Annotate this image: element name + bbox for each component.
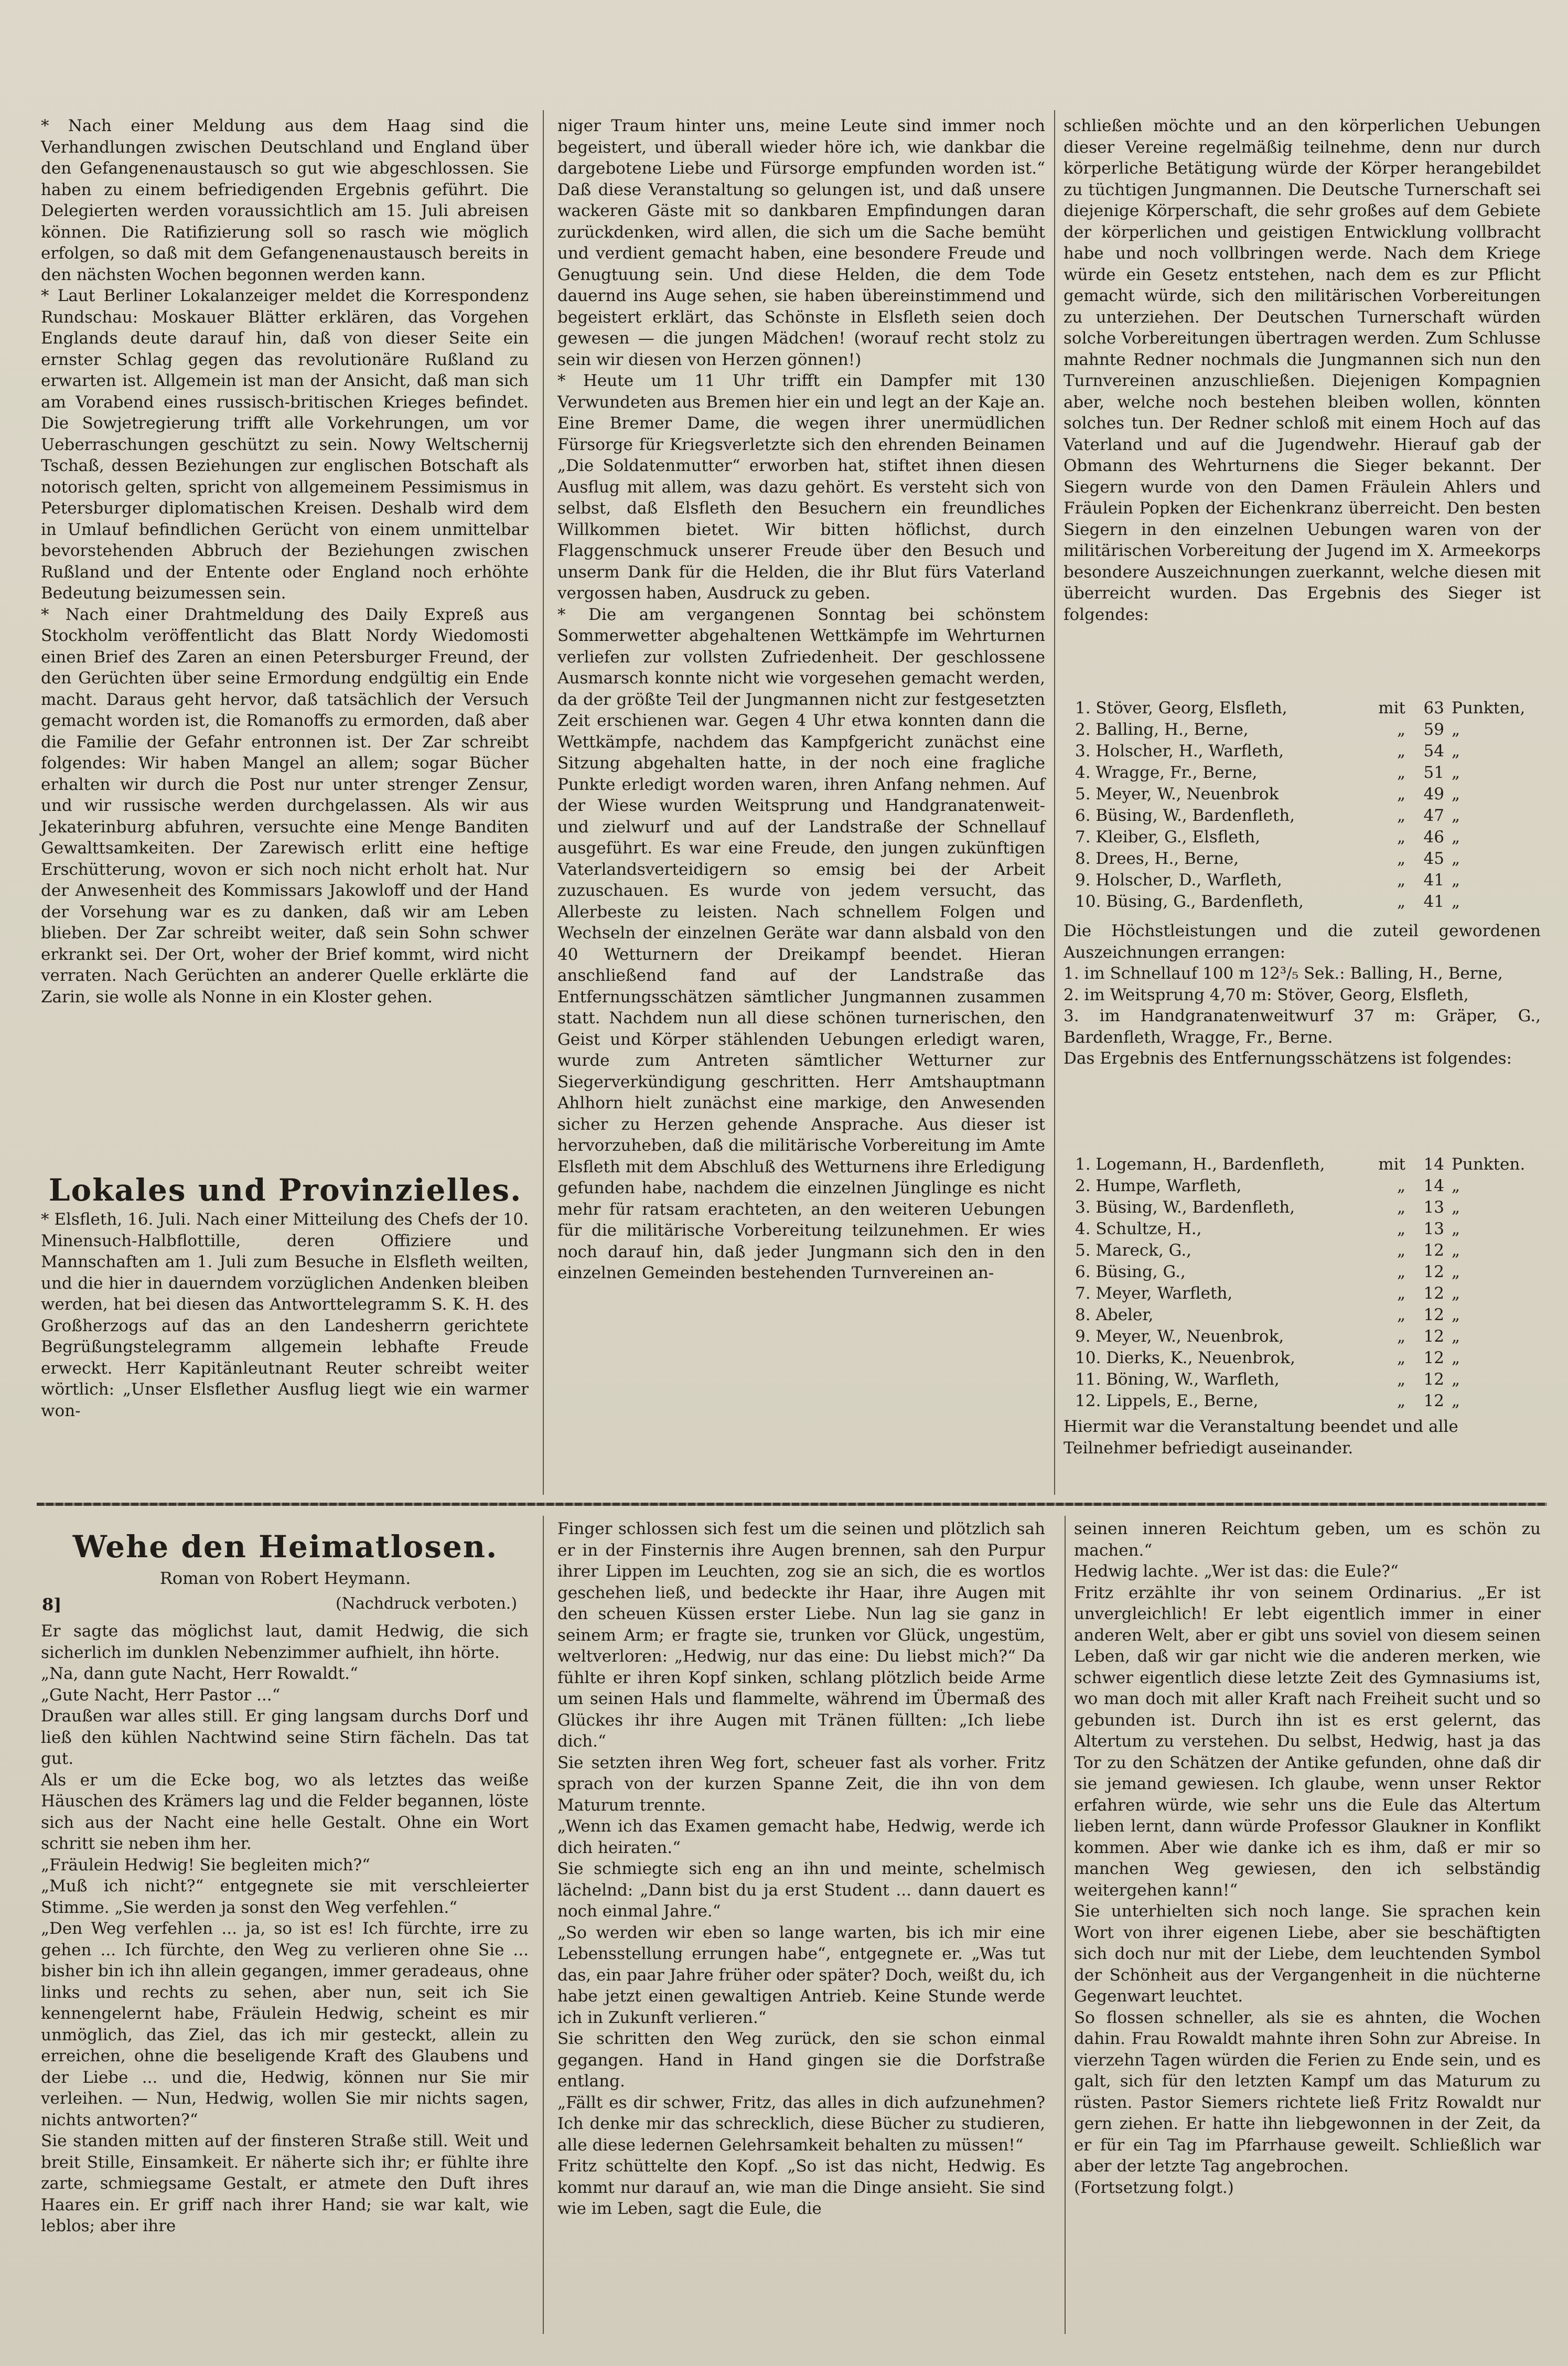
serial-paragraph: „Gute Nacht, Herr Pastor ...“ bbox=[41, 1685, 281, 1705]
result-mit: „ bbox=[1397, 742, 1405, 761]
serial-paragraph: „Na, dann gute Nacht, Herr Rowaldt.“ bbox=[41, 1664, 358, 1683]
serial-column-3 bbox=[1074, 1518, 1541, 2198]
results-table-entfernung bbox=[1075, 1154, 1525, 1412]
result-points: 41 bbox=[1423, 892, 1444, 911]
result-mit: „ bbox=[1397, 1327, 1405, 1346]
result-row bbox=[1075, 741, 1525, 762]
result-mit: „ bbox=[1397, 1262, 1405, 1281]
result-mit: „ bbox=[1397, 1391, 1405, 1410]
section-divider bbox=[37, 1503, 1547, 1506]
result-mit: „ bbox=[1397, 1176, 1405, 1195]
result-row bbox=[1075, 805, 1525, 827]
result-name: 3. Büsing, W., Bardenfleth, bbox=[1075, 1198, 1295, 1217]
result-row bbox=[1075, 1154, 1525, 1175]
result-points: 41 bbox=[1423, 871, 1444, 890]
result-mit: „ bbox=[1397, 763, 1405, 782]
serial-paragraph: Er sagte das möglichst laut, damit Hedwig, die sich sicherlich im dunklen Nebenzimmer aufhielt, ihn hörte. bbox=[41, 1622, 529, 1662]
result-name: 8. Abeler, bbox=[1075, 1305, 1154, 1324]
result-points: 59 bbox=[1423, 720, 1444, 739]
result-unit: „ bbox=[1452, 849, 1460, 868]
result-name: 4. Schultze, H., bbox=[1075, 1219, 1202, 1238]
result-points: 47 bbox=[1423, 806, 1444, 825]
result-unit: „ bbox=[1452, 1370, 1460, 1389]
result-row bbox=[1075, 1218, 1525, 1240]
serial-paragraph: Finger schlossen sich fest um die seinen und plötzlich sah er in der Finsternis ihre Augen brennen, sah den Purpur ihrer Lippen im Leuchten, zog sie an sich, die es wortlos geschehen ließ, und bedeckte ihr Haar, ihre Augen mit den scheuen Küssen erster Liebe. Nun lag sie ganz in seinem Arm; er fragte sie, trunken vor Glück, ungestüm, weltverloren: „Hedwig, nur das eine: Du liebst mich?“ Da fühlte er ihren Kopf sinken, schlang plötzlich beide Arme um seinen Hals und flammelte, während im Übermaß des Glückes ihr ihre Augen mit Tränen füllten: „Ich liebe dich.“ bbox=[557, 1519, 1045, 1751]
result-mit: „ bbox=[1397, 871, 1405, 890]
result-points: 14 bbox=[1423, 1176, 1444, 1195]
result-points: 63 bbox=[1423, 699, 1444, 718]
serial-paragraph: „Muß ich nicht?“ entgegnete sie mit verschleierter Stimme. „Sie werden ja sonst den Weg verfehlen.“ bbox=[41, 1877, 529, 1917]
serial-paragraph: So flossen schneller, als sie es ahnten, die Wochen dahin. Frau Rowaldt mahnte ihren Sohn zur Abreise. In vierzehn Tagen würden die Ferien zu Ende sein, und es galt, sich für den letzten Kampf um das Maturum zu rüsten. Pastor Siemers richtete ließ Fritz Rowaldt nur gern ziehen. Er hatte ihn liebgewonnen in der Zeit, da er für ein Tag im Pfarrhause geweilt. Schließlich war aber der letzte Tag angebrochen. bbox=[1074, 2008, 1541, 2176]
result-name: 9. Meyer, W., Neuenbrok, bbox=[1075, 1327, 1284, 1346]
column-divider bbox=[543, 110, 544, 1495]
section-heading: Lokales und Provinzielles. bbox=[48, 1172, 522, 1208]
news-column-2 bbox=[557, 115, 1045, 1284]
result-name: 10. Dierks, K., Neuenbrok, bbox=[1075, 1348, 1295, 1367]
result-points: 49 bbox=[1423, 785, 1444, 804]
result-unit: „ bbox=[1452, 1176, 1460, 1195]
result-mit: „ bbox=[1397, 1198, 1405, 1217]
serial-paragraph: „Fräulein Hedwig! Sie begleiten mich?“ bbox=[41, 1855, 370, 1875]
news-paragraph: 2. im Weitsprung 4,70 m: Stöver, Georg, Elsfleth, bbox=[1064, 985, 1469, 1004]
result-unit: „ bbox=[1452, 1327, 1460, 1346]
result-row bbox=[1075, 1369, 1525, 1390]
serial-paragraph: „Den Weg verfehlen ... ja, so ist es! Ich fürchte, irre zu gehen ... Ich fürchte, den Weg zu verlieren ohne Sie ... bisher bin ich ihn allein gegangen, immer geradeaus, ohne links und rechts zu sehen, aber nun, seit ich Sie kennengelernt habe, Fräulein Hedwig, scheint es mir unmöglich, das Ziel, das ich mir gesteckt, allein zu erreichen, ohne die beseligende Kraft des Glaubens und der Liebe ... und die, Hedwig, können nur Sie mir verleihen. — Nun, Hedwig, wollen Sie mir nichts sagen, nichts antworten?“ bbox=[41, 1919, 529, 2129]
result-mit: „ bbox=[1397, 1348, 1405, 1367]
news-paragraph: * Nach einer Meldung aus dem Haag sind die Verhandlungen zwischen Deutschland und England über den Gefangenenaustausch so gut wie abgeschlossen. Sie haben zu einem befriedigenden Ergebnis geführt. Die Delegierten werden voraussichtlich am 15. Juli abreisen können. Die Ratifizierung soll so rasch wie möglich erfolgen, so daß mit dem Gefangenenaustausch bereits in den nächsten Wochen begonnen werden kann. bbox=[41, 116, 529, 284]
result-unit: „ bbox=[1452, 1198, 1460, 1217]
result-unit: „ bbox=[1452, 1305, 1460, 1324]
news-paragraph: Das Ergebnis des Entfernungsschätzens ist folgendes: bbox=[1064, 1049, 1512, 1068]
result-name: 1. Stöver, Georg, Elsfleth, bbox=[1075, 699, 1287, 718]
serial-paragraph: Sie schmiegte sich eng an ihn und meinte, schelmisch lächelnd: „Dann bist du ja erst Student ... dann dauert es noch einmal Jahre.“ bbox=[557, 1859, 1045, 1921]
result-unit: „ bbox=[1452, 1348, 1460, 1367]
result-unit: „ bbox=[1452, 720, 1460, 739]
serial-paragraph: (Fortsetzung folgt.) bbox=[1074, 2178, 1234, 2197]
news-paragraph: * Laut Berliner Lokalanzeiger meldet die Korrespondenz Rundschau: Moskauer Blätter erklären, das Vorgehen Englands deute darauf hin, daß von dieser Seite ein ernster Schlag gegen das revolutionäre Rußland zu erwarten ist. Allgemein ist man der Ansicht, daß man sich am Vorabend eines russisch-britischen Krieges befindet. Die Sowjetregierung trifft alle Vorkehrungen, um vor Ueberraschungen geschützt zu sein. Nowy Weltschernij Tschaß, dessen Beziehungen zur englischen Botschaft als notorisch gelten, spricht von allgemeinem Pessimismus in Petersburger diplomatischen Kreisen. Deshalb wird dem in Umlauf befindlichen Gerücht von einem unmittelbar bevorstehenden Abbruch der Beziehungen zwischen Rußland und der Entente oder England noch erhöhte Bedeutung beizumessen sein. bbox=[41, 286, 529, 603]
result-name: 6. Büsing, W., Bardenfleth, bbox=[1075, 806, 1295, 825]
results-table-dreikampf bbox=[1075, 698, 1525, 913]
serial-paragraph: seinen inneren Reichtum geben, um es schön zu machen.“ bbox=[1074, 1519, 1541, 1560]
serial-paragraph: Sie setzten ihren Weg fort, scheuer fast als vorher. Fritz sprach von der kurzen Spanne Zeit, die ihn von dem Maturum trennte. bbox=[557, 1753, 1045, 1815]
local-news-column-1 bbox=[41, 1209, 529, 1421]
serial-number: 8] bbox=[42, 1594, 62, 1614]
result-name: 12. Lippels, E., Berne, bbox=[1075, 1391, 1259, 1410]
result-row bbox=[1075, 719, 1525, 741]
result-points: 12 bbox=[1423, 1305, 1444, 1324]
result-mit: „ bbox=[1397, 720, 1405, 739]
serial-paragraph: Hedwig lachte. „Wer ist das: die Eule?“ bbox=[1074, 1562, 1399, 1581]
result-row bbox=[1075, 848, 1525, 870]
result-name: 7. Kleiber, G., Elsfleth, bbox=[1075, 828, 1261, 847]
serial-title: Wehe den Heimatlosen. bbox=[72, 1529, 498, 1565]
result-row bbox=[1075, 1197, 1525, 1218]
serial-column-2 bbox=[557, 1518, 1045, 2220]
result-points: 14 bbox=[1423, 1155, 1444, 1174]
result-mit: „ bbox=[1397, 785, 1405, 804]
result-unit: „ bbox=[1452, 742, 1460, 761]
result-points: 12 bbox=[1423, 1262, 1444, 1281]
result-row bbox=[1075, 762, 1525, 784]
result-row bbox=[1075, 1390, 1525, 1412]
result-points: 12 bbox=[1423, 1327, 1444, 1346]
column-divider bbox=[1054, 110, 1055, 1495]
result-name: 1. Logemann, H., Bardenfleth, bbox=[1075, 1155, 1325, 1174]
result-unit: „ bbox=[1452, 763, 1460, 782]
result-unit: Punkten, bbox=[1452, 699, 1526, 718]
serial-paragraph: Draußen war alles still. Er ging langsam durchs Dorf und ließ den kühlen Nachtwind seine Stirn fächeln. Das tat gut. bbox=[41, 1707, 529, 1768]
result-mit: „ bbox=[1397, 1305, 1405, 1324]
serial-copyright-note: (Nachdruck verboten.) bbox=[336, 1594, 518, 1613]
serial-column-1 bbox=[41, 1621, 529, 2237]
result-mit: „ bbox=[1397, 849, 1405, 868]
result-row bbox=[1075, 698, 1525, 719]
result-name: 11. Böning, W., Warfleth, bbox=[1075, 1370, 1280, 1389]
result-name: 7. Meyer, Warfleth, bbox=[1075, 1284, 1233, 1303]
serial-paragraph: Sie standen mitten auf der finsteren Straße still. Weit und breit Stille, Einsamkeit. Er näherte sich ihr; er fühlte ihre zarte, schmiegsame Gestalt, er atmete den Duft ihres Haares ein. Er griff nach ihrer Hand; sie war kalt, wie leblos; aber ihre bbox=[41, 2132, 529, 2235]
closing-line: Hiermit war die Veranstaltung beendet und alle Teilnehmer befriedigt auseinander. bbox=[1064, 1417, 1458, 1458]
result-row bbox=[1075, 1283, 1525, 1304]
result-mit: mit bbox=[1378, 1155, 1405, 1174]
serial-subtitle: Roman von Robert Heymann. bbox=[159, 1568, 411, 1588]
result-row bbox=[1075, 891, 1525, 913]
result-unit: „ bbox=[1452, 1241, 1460, 1260]
result-row bbox=[1075, 1240, 1525, 1261]
news-column-3-lower bbox=[1064, 920, 1541, 1069]
news-paragraph: * Die am vergangenen Sonntag bei schönstem Sommerwetter abgehaltenen Wettkämpfe im Wehrturnen verliefen zur vollsten Zufriedenheit. Der geschlossene Ausmarsch konnte nicht wie vorgesehen gemacht werden, da der größte Teil der Jungmannen nicht zur festgesetzten Zeit erschienen war. Gegen 4 Uhr etwa konnten dann die Wettkämpfe, nachdem das Kampfgericht zunächst eine Sitzung abgehalten hatte, in der noch eine fragliche Punkte erledigt worden waren, ihren Anfang nehmen. Auf der Wiese wurden Weitsprung und Handgranatenweit- und zielwurf und auf der Landstraße der Schnellauf ausgeführt. Es war eine Freude, den jungen zukünftigen Vaterlandsverteidigern so emsig bei der Arbeit zuzuschauen. Es wurde von jedem versucht, das Allerbeste zu leisten. Nach schnellem Folgen und Wechseln der einzelnen Geräte war dann alsbald von den 40 Wetturnern der Dreikampf beendet. Hieran anschließend fand auf der Landstraße das Entfernungsschätzen sämtlicher Jungmannen zusammen statt. Nachdem nun all diese schönen turnerischen, den Geist und Körper stählenden Uebungen erledigt waren, wurde zum Antreten sämtlicher Wetturner zur Siegerverkündigung geschritten. Herr Amtshauptmann Ahlhorn hielt zunächst eine markige, den Anwesenden sicher zu Herzen gehende Ansprache. Aus dieser ist hervorzuheben, daß die militärische Vorbereitung im Amte Elsfleth mit dem Abschluß des Wetturnens ihre Erledigung gefunden habe, nachdem die einzelnen Jünglinge es nicht mehr für ratsam erachteten, an den weiteren Uebungen für die militärische Vorbereitung teilzunehmen. Er wies noch darauf hin, daß jeder Jungmann sich den in den einzelnen Gemeinden bestehenden Turnvereinen an- bbox=[557, 605, 1045, 1282]
serial-paragraph: „Fällt es dir schwer, Fritz, das alles in dich aufzunehmen? Ich denke mir das schrecklich, diese Bücher zu studieren, alle diese ledernen Gelehrsamkeit behalten zu müssen!“ bbox=[557, 2093, 1045, 2155]
result-name: 5. Meyer, W., Neuenbrok bbox=[1075, 785, 1279, 804]
serial-paragraph: Sie unterhielten sich noch lange. Sie sprachen kein Wort von ihrer eigenen Liebe, aber sie beschäftigten sich doch nur mit der Liebe, dem leuchtenden Symbol der Schönheit aus der Vergangenheit in die nüchterne Gegenwart leuchtet. bbox=[1074, 1902, 1541, 2006]
news-paragraph: * Elsfleth, 16. Juli. Nach einer Mitteilung des Chefs der 10. Minensuch-Halbflottille, deren Offiziere und Mannschaften am 1. Juli zum Besuche in Elsfleth weilten, und die hier in dauerndem vorzüglichen Andenken bleiben werden, hat bei diesen das Antworttelegramm S. K. H. des Großherzogs auf das an den Landesherrn gerichtete Begrüßungstelegramm allgemein lebhafte Freude erweckt. Herr Kapitänleutnant Reuter schreibt weiter wörtlich: „Unser Elsflether Ausflug liegt wie ein warmer won- bbox=[41, 1210, 529, 1420]
serial-paragraph: Als er um die Ecke bog, wo als letztes das weiße Häuschen des Krämers lag und die Felder begannen, löste sich aus der Nacht eine helle Gestalt. Ohne ein Wort schritt sie neben ihm her. bbox=[41, 1770, 529, 1853]
news-paragraph: * Nach einer Drahtmeldung des Daily Expreß aus Stockholm veröffentlicht das Blatt Nordy Wiedomosti einen Brief des Zaren an einen Petersburger Freund, der den Gerüchten über seine Ermordung endgültig ein Ende macht. Daraus geht hervor, daß tatsächlich der Versuch gemacht worden ist, die Romanoffs zu ermorden, daß aber die Familie der Gefahr entronnen ist. Der Zar schreibt folgendes: Wir haben Mangel an allem; sogar Bücher erhalten wir durch die Post nur unter strenger Zensur, und wir russische werden durchgelassen. Als wir aus Jekaterinburg abfuhren, versuchte eine Menge Banditen Gewalttsamkeiten. Der Zarewisch erlitt eine heftige Erschütterung, wovon er sich noch nicht erholt hat. Nur der Anwesenheit des Kommissars Jakowloff und der Hand der Vorsehung war es zu danken, daß wir am Leben blieben. Der Zar schreibt weiter, daß sein Sohn schwer erkrankt sei. Der Ort, woher der Brief kommt, wird nicht verraten. Nach Gerüchten an anderer Quelle erklärte die Zarin, sie wolle als Nonne in ein Kloster gehen. bbox=[41, 605, 529, 1007]
result-mit: „ bbox=[1397, 828, 1405, 847]
result-name: 9. Holscher, D., Warfleth, bbox=[1075, 871, 1282, 890]
news-paragraph: Die Höchstleistungen und die zuteil gewordenen Auszeichnungen errangen: bbox=[1064, 922, 1541, 962]
result-unit: „ bbox=[1452, 785, 1460, 804]
result-points: 12 bbox=[1423, 1391, 1444, 1410]
result-points: 13 bbox=[1423, 1219, 1444, 1238]
result-row bbox=[1075, 870, 1525, 891]
result-unit: „ bbox=[1452, 1391, 1460, 1410]
result-name: 6. Büsing, G., bbox=[1075, 1262, 1186, 1281]
result-name: 3. Holscher, H., Warfleth, bbox=[1075, 742, 1284, 761]
result-row bbox=[1075, 827, 1525, 848]
news-column-3 bbox=[1064, 115, 1541, 625]
result-row bbox=[1075, 1326, 1525, 1347]
serial-paragraph: „Wenn ich das Examen gemacht habe, Hedwig, werde ich dich heiraten.“ bbox=[557, 1817, 1045, 1857]
result-points: 12 bbox=[1423, 1370, 1444, 1389]
result-name: 4. Wragge, Fr., Berne, bbox=[1075, 763, 1258, 782]
result-unit: „ bbox=[1452, 892, 1460, 911]
result-mit: „ bbox=[1397, 1241, 1405, 1260]
result-unit: „ bbox=[1452, 828, 1460, 847]
result-mit: „ bbox=[1397, 1219, 1405, 1238]
serial-paragraph: „So werden wir eben so lange warten, bis ich mir eine Lebensstellung errungen habe“, entgegnete er. „Was tut das, ein paar Jahre früher oder später? Doch, weißt du, ich habe jetzt einen gewaltigen Antrieb. Keine Stunde werde ich in Zukunft verlieren.“ bbox=[557, 1923, 1045, 2027]
result-row bbox=[1075, 1175, 1525, 1197]
result-name: 5. Mareck, G., bbox=[1075, 1241, 1192, 1260]
result-name: 2. Balling, H., Berne, bbox=[1075, 720, 1249, 739]
result-mit: „ bbox=[1397, 1284, 1405, 1303]
result-mit: „ bbox=[1397, 806, 1405, 825]
result-row bbox=[1075, 1347, 1525, 1369]
result-mit: „ bbox=[1397, 892, 1405, 911]
result-row bbox=[1075, 784, 1525, 805]
news-paragraph: niger Traum hinter uns, meine Leute sind immer noch begeistert, und überall wieder höre ich, wie dankbar die dargebotene Liebe und Fürsorge empfunden worden ist.“ Daß diese Veranstaltung so gelungen ist, und daß unsere wackeren Gäste mit so dankbaren Empfindungen daran zurückdenken, wird allen, die sich um die Sache bemüht und verdient gemacht haben, eine besondere Freude und Genugtuung sein. Und diese Helden, die dem Tode dauernd ins Auge sehen, sie haben übereinstimmend und begeistert erklärt, das Schönste in Elsfleth seien doch gewesen — die jungen Mädchen! (worauf recht stolz zu sein wir diesen von Herzen gönnen!) bbox=[557, 116, 1045, 369]
result-points: 12 bbox=[1423, 1241, 1444, 1260]
news-paragraph: * Heute um 11 Uhr trifft ein Dampfer mit 130 Verwundeten aus Bremen hier ein und legt an der Kaje an. Eine Bremer Dame, die wegen ihrer unermüdlichen Fürsorge für Kriegsverletzte sich den ehrenden Beinamen „Die Soldatenmutter“ erworben hat, stiftet ihnen diesen Ausflug mit allem, was dazu gehört. Es versteht sich von selbst, daß Elsfleth den Besuchern ein freundliches Willkommen bietet. Wir bitten höflichst, durch Flaggenschmuck unserer Freude über den Besuch und unserm Dank für die Helden, die ihr Blut fürs Vaterland vergossen haben, Ausdruck zu geben. bbox=[557, 371, 1045, 603]
news-paragraph: 3. im Handgranatenweitwurf 37 m: Gräper, G., Bardenfleth, Wragge, Fr., Berne. bbox=[1064, 1007, 1541, 1047]
column-divider bbox=[1065, 1516, 1066, 2334]
result-name: 2. Humpe, Warfleth, bbox=[1075, 1176, 1242, 1195]
news-column-1 bbox=[41, 115, 529, 1008]
serial-paragraph: Fritz erzählte ihr von seinem Ordinarius. „Er ist unvergleichlich! Er lebt eigentlich immer in einer anderen Welt, aber er gibt uns soviel von diesem seinen Leben, daß wir gar nicht wie die anderen merken, wie schwer eigentlich diese letzte Zeit des Gymnasiums ist, wo man doch mit aller Kraft nach Freiheit sucht und so gebunden ist. Durch ihn ist es erst gelernt, das Altertum zu verstehen. Du selbst, Hedwig, hast ja das Tor zu den Schätzen der Antike gefunden, ohne daß dir sie jemand gewiesen. Ich glaube, wenn unser Rektor erfahren würde, wie sehr uns die Eule das Altertum lieben lernt, dann würde Professor Glaukner in Konflikt kommen. Aber wie danke ich es ihm, daß er mir so manchen Weg gewiesen, den ich selbständig weitergehen kann!“ bbox=[1074, 1583, 1541, 1900]
result-points: 46 bbox=[1423, 828, 1444, 847]
serial-paragraph: Fritz schüttelte den Kopf. „So ist das nicht, Hedwig. Es kommt nur darauf an, wie man die Dinge ansieht. Sie sind wie im Leben, sagt die Eule, die bbox=[557, 2157, 1045, 2218]
result-points: 51 bbox=[1423, 763, 1444, 782]
result-unit: Punkten. bbox=[1452, 1155, 1526, 1174]
result-unit: „ bbox=[1452, 1262, 1460, 1281]
column-divider bbox=[543, 1516, 544, 2334]
result-points: 45 bbox=[1423, 849, 1444, 868]
result-points: 12 bbox=[1423, 1348, 1444, 1367]
result-points: 13 bbox=[1423, 1198, 1444, 1217]
result-unit: „ bbox=[1452, 871, 1460, 890]
news-paragraph: schließen möchte und an den körperlichen Uebungen dieser Vereine regelmäßig teilnehme, denn nur durch körperliche Betätigung würde der Körper herangebildet zu tüchtigen Jungmannen. Die Deutsche Turnerschaft sei diejenige Körperschaft, die sehr großes auf dem Gebiete der körperlichen und geistigen Entwicklung vollbracht habe und noch vollbringen werde. Nach dem Kriege würde ein Gesetz entstehen, nach dem es zur Pflicht gemacht würde, sich den militärischen Vorbereitungen zu unterziehen. Der Deutschen Turnerschaft würden solche Vorbereitungen übertragen werden. Zum Schlusse mahnte Redner nochmals die Jungmannen sich nun den Turnvereinen anzuschließen. Diejenigen Kompagnien aber, welche noch bestehen bleiben wollen, könnten solches tun. Der Redner schloß mit einem Hoch auf das Vaterland und auf die Jugendwehr. Hierauf gab der Obmann des Wehrturnens die Sieger bekannt. Der Siegern wurde von den Damen Fräulein Ahlers und Fräulein Popken der Eichenkranz überreicht. Den besten Siegern in den einzelnen Uebungen waren von der militärischen Vorbereitung der Jugend im X. Armeekorps besondere Auszeichnungen zuerkannt, welche diesen mit überreicht wurden. Das Ergebnis des Sieger ist folgendes: bbox=[1064, 116, 1541, 624]
result-name: 8. Drees, H., Berne, bbox=[1075, 849, 1239, 868]
news-paragraph: 1. im Schnellauf 100 m 12³/₅ Sek.: Balling, H., Berne, bbox=[1064, 964, 1503, 983]
result-mit: „ bbox=[1397, 1370, 1405, 1389]
result-points: 12 bbox=[1423, 1284, 1444, 1303]
result-points: 54 bbox=[1423, 742, 1444, 761]
result-mit: mit bbox=[1378, 699, 1405, 718]
result-unit: „ bbox=[1452, 806, 1460, 825]
result-unit: „ bbox=[1452, 1219, 1460, 1238]
result-unit: „ bbox=[1452, 1284, 1460, 1303]
result-row bbox=[1075, 1304, 1525, 1326]
result-name: 10. Büsing, G., Bardenfleth, bbox=[1075, 892, 1304, 911]
result-row bbox=[1075, 1261, 1525, 1283]
serial-paragraph: Sie schritten den Weg zurück, den sie schon einmal gegangen. Hand in Hand gingen sie die Dorfstraße entlang. bbox=[557, 2029, 1045, 2091]
